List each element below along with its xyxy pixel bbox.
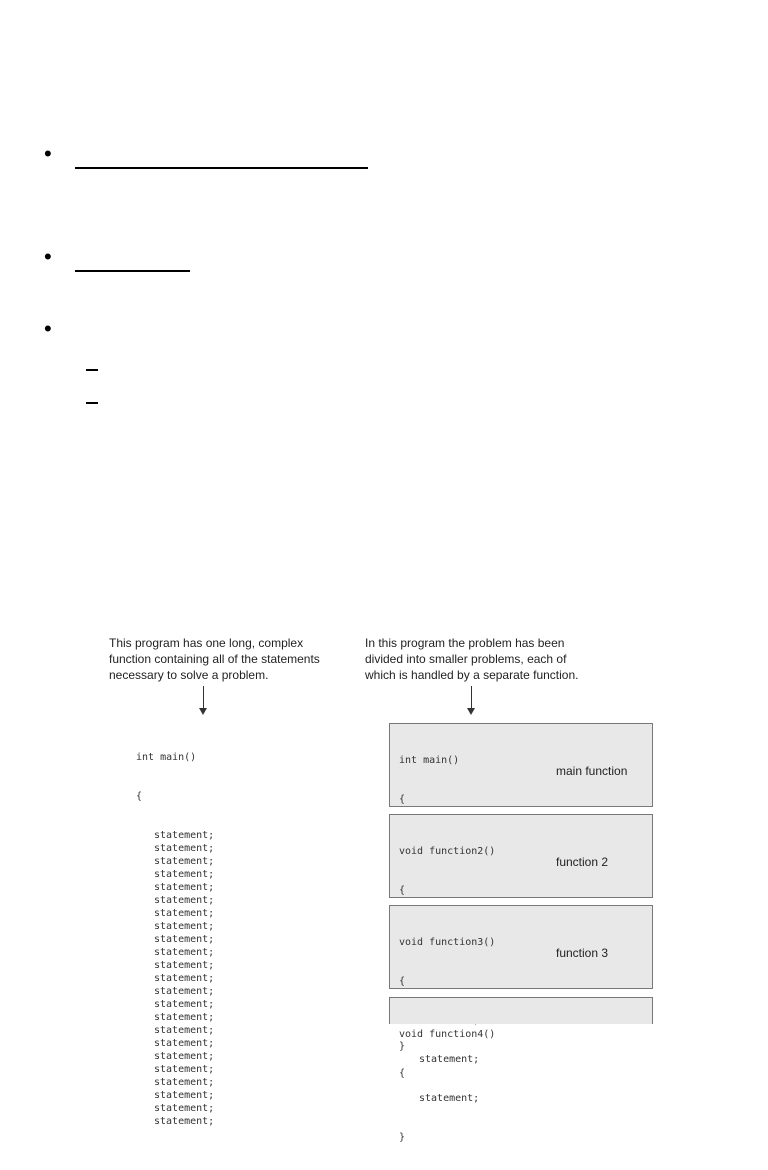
code-open-brace: { xyxy=(136,791,143,802)
statement: statement; xyxy=(154,1064,215,1075)
statement: statement; xyxy=(154,986,215,997)
function-label: function 3 xyxy=(556,946,609,960)
statement: statement; xyxy=(154,1103,215,1114)
left-caption-line: necessary to solve a problem. xyxy=(109,668,269,682)
statement: statement; xyxy=(154,947,215,958)
statement: statement; xyxy=(154,895,215,906)
statement: statement; xyxy=(154,1077,215,1088)
function-header: void function3() xyxy=(399,937,496,948)
sub-bullet-dash-2 xyxy=(86,402,98,404)
statement-list xyxy=(136,829,214,1128)
statement: statement; xyxy=(154,1116,215,1127)
left-caption-line: This program has one long, complex xyxy=(109,636,304,650)
bullet-1: • xyxy=(44,141,52,166)
bullet-1-underline xyxy=(75,167,368,169)
statement: statement; xyxy=(154,1038,215,1049)
sub-bullet-dash-1 xyxy=(86,369,98,371)
right-caption-line: divided into smaller problems, each of xyxy=(365,652,567,666)
statement: statement; xyxy=(154,856,215,867)
right-caption-line: which is handled by a separate function. xyxy=(365,668,579,682)
statement: statement; xyxy=(154,882,215,893)
monolithic-main-code xyxy=(136,725,214,1141)
left-caption xyxy=(109,635,320,683)
open-brace: { xyxy=(399,976,406,987)
statement: statement; xyxy=(154,869,215,880)
statement: statement; xyxy=(154,908,215,919)
code-header: int main() xyxy=(136,752,197,763)
statement: statement; xyxy=(154,830,215,841)
function-header: int main() xyxy=(399,755,460,766)
open-brace: { xyxy=(399,885,406,896)
function-label: main function xyxy=(556,764,628,778)
bullet-3: • xyxy=(44,316,52,341)
function-label: function 2 xyxy=(556,855,609,869)
left-arrow-head xyxy=(199,708,207,715)
statement: statement; xyxy=(154,973,215,984)
right-arrow-head xyxy=(467,708,475,715)
statement: statement; xyxy=(154,960,215,971)
right-caption-line: In this program the problem has been xyxy=(365,636,565,650)
statement: statement; xyxy=(419,1093,480,1104)
statement: statement; xyxy=(154,1090,215,1101)
statement: statement; xyxy=(154,934,215,945)
statement: statement; xyxy=(419,1054,480,1065)
function-box-main xyxy=(389,723,653,807)
right-caption xyxy=(365,635,578,683)
function-header: void function2() xyxy=(399,846,496,857)
close-brace: } xyxy=(399,1132,406,1143)
close-brace: } xyxy=(399,1041,406,1052)
open-brace: { xyxy=(399,794,406,805)
statement: statement; xyxy=(154,1012,215,1023)
left-arrow-shaft xyxy=(203,686,204,710)
statement: statement; xyxy=(154,921,215,932)
statement: statement; xyxy=(154,999,215,1010)
bullet-2-underline xyxy=(75,270,190,272)
bullet-2: • xyxy=(44,244,52,269)
open-brace: { xyxy=(399,1068,406,1079)
statement: statement; xyxy=(154,843,215,854)
function-code xyxy=(399,1002,495,1106)
statement: statement; xyxy=(154,1025,215,1036)
statement: statement; xyxy=(154,1051,215,1062)
right-arrow-shaft xyxy=(471,686,472,710)
function-header: void function4() xyxy=(399,1029,496,1040)
left-caption-line: function containing all of the statements xyxy=(109,652,320,666)
